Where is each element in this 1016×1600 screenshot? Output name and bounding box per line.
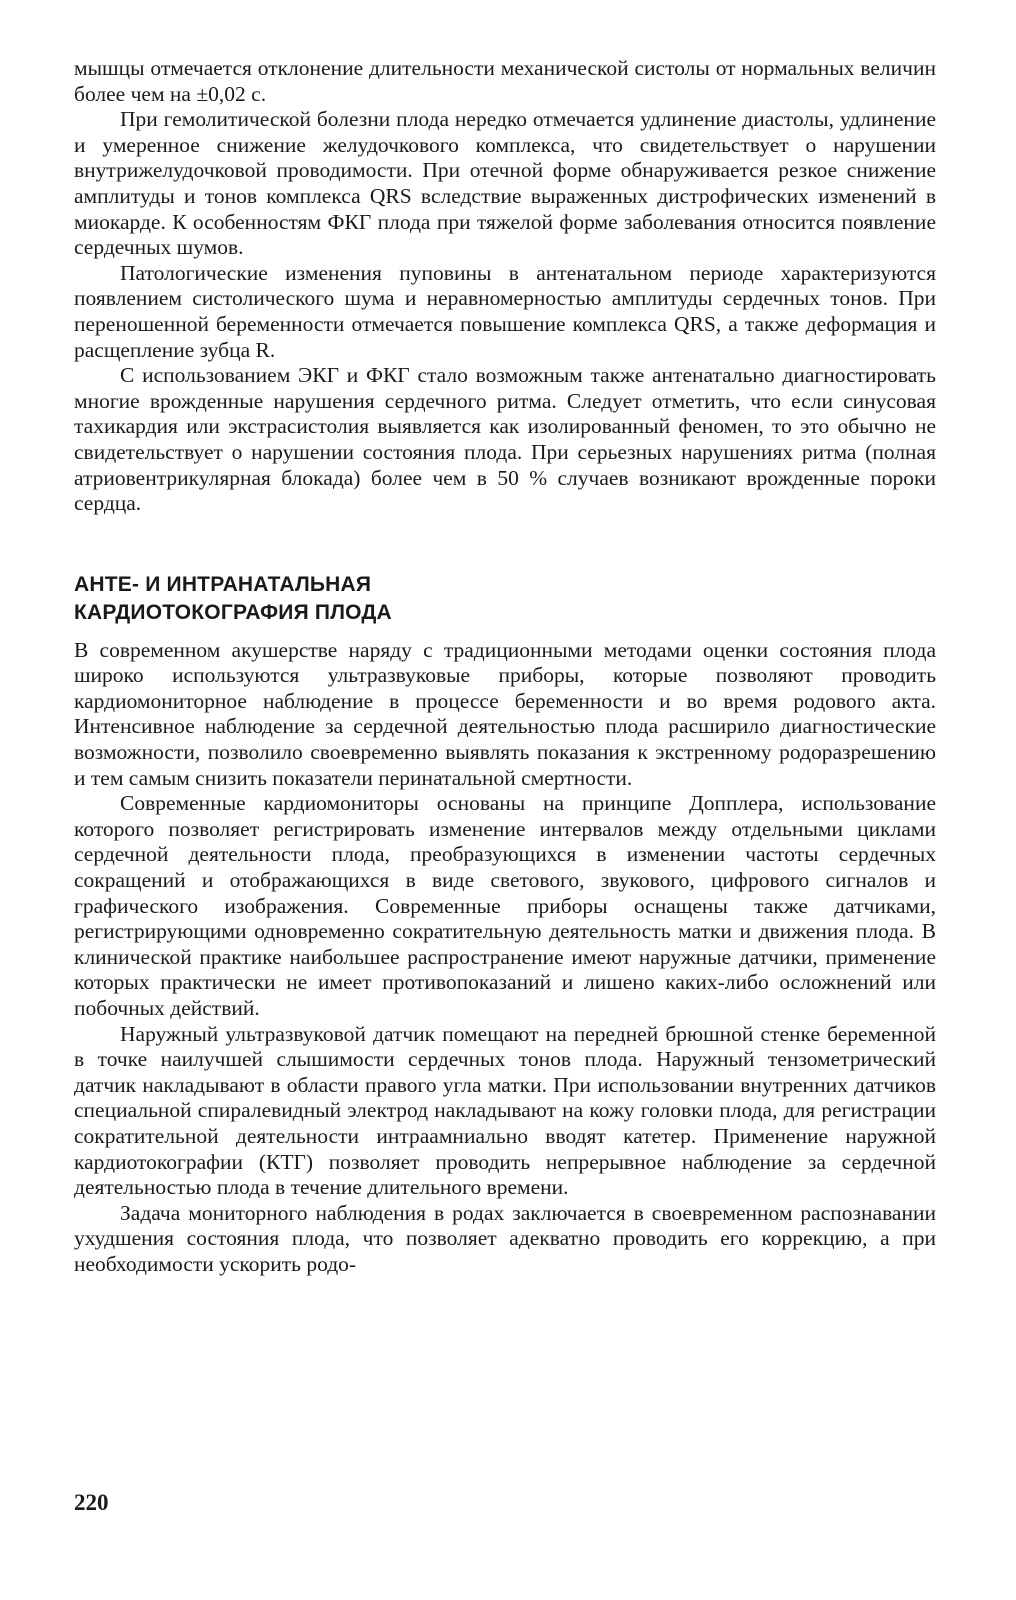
- paragraph-monitoring-task: Задача мониторного наблюдения в родах заключается в своевременном распознавании ухудшения состояния плода, что позволяет адекватно проводить его коррекцию, а при необходимости ускорить родо-: [74, 1200, 936, 1276]
- paragraph-continuation: мышцы отмечается отклонение длительности механической систолы от нормальных величин более чем на ±0,02 с.: [74, 56, 936, 106]
- section-heading-line-1: АНТЕ- И ИНТРАНАТАЛЬНАЯ: [74, 572, 372, 596]
- paragraph-hemolytic-disease: При гемолитической болезни плода нередко отмечается удлинение диастолы, удлинение и умеренное снижение желудочкового комплекса, что свидетельствует о нарушении внутрижелудочковой проводимости. При отечной форме обнаруживается резкое снижение амплитуды и тонов комплекса QRS вследствие выраженных дистрофических изменений в миокарде. К особенностям ФКГ плода при тяжелой форме заболевания относится появление сердечных шумов.: [74, 107, 936, 260]
- paragraph-umbilical-pathology: Патологические изменения пуповины в антенатальном периоде характеризуются появлением систолического шума и неравномерностью амплитуды сердечных тонов. При переношенной беременности отмечается повышение комплекса QRS, а также деформация и расщепление зубца R.: [74, 260, 936, 362]
- paragraph-ecg-fcg-rhythm: С использованием ЭКГ и ФКГ стало возможным также антенатально диагностировать многие врожденные нарушения сердечного ритма. Следует отметить, что если синусовая тахикардия или экстрасистолия выявляется как изолированный феномен, то это обычно не свидетельствует о нарушении состояния плода. При серьезных нарушениях ритма (полная атриовентрикулярная блокада) более чем в 50 % случаев возникают врожденные пороки сердца.: [74, 363, 936, 516]
- page-body: [74, 56, 936, 1278]
- section-heading: [74, 571, 936, 627]
- paragraph-cardiomonitors: Современные кардиомониторы основаны на принципе Допплера, использование которого позволяет регистрировать изменение интервалов между отдельными циклами сердечной деятельности плода, преобразующихся в изменении частоты сердечных сокращений и отображающихся в виде светового, звукового, цифрового сигналов и графического изображения. Современные приборы оснащены также датчиками, регистрирующими одновременно сократительную деятельность матки и движения плода. В клинической практике наибольшее распространение имеют наружные датчики, применение которых практически не имеет противопоказаний и лишено каких-либо осложнений или побочных действий.: [74, 791, 936, 1020]
- section-heading-line-2: КАРДИОТОКОГРАФИЯ ПЛОДА: [74, 600, 392, 624]
- paragraph-external-sensor: Наружный ультразвуковой датчик помещают на передней брюшной стенке беременной в точке наилучшей слышимости сердечных тонов плода. Наружный тензометрический датчик накладывают в области правого угла матки. При использовании внутренних датчиков специальной спиралевидный электрод накладывают на кожу головки плода, для регистрации сократительной деятельности интраамниально вводят катетер. Применение наружной кардиотокографии (КТГ) позволяет проводить непрерывное наблюдение за сердечной деятельностью плода в течение длительного времени.: [74, 1021, 936, 1200]
- paragraph-modern-obstetrics: В современном акушерстве наряду с традиционными методами оценки состояния плода широко используются ультразвуковые приборы, которые позволяют проводить кардиомониторное наблюдение в процессе беременности и во время родового акта. Интенсивное наблюдение за сердечной деятельностью плода расширило диагностические возможности, позволило своевременно выявлять показания к экстренному родоразрешению и тем самым снизить показатели перинатальной смертности.: [74, 637, 936, 790]
- page-number: 220: [74, 1490, 109, 1515]
